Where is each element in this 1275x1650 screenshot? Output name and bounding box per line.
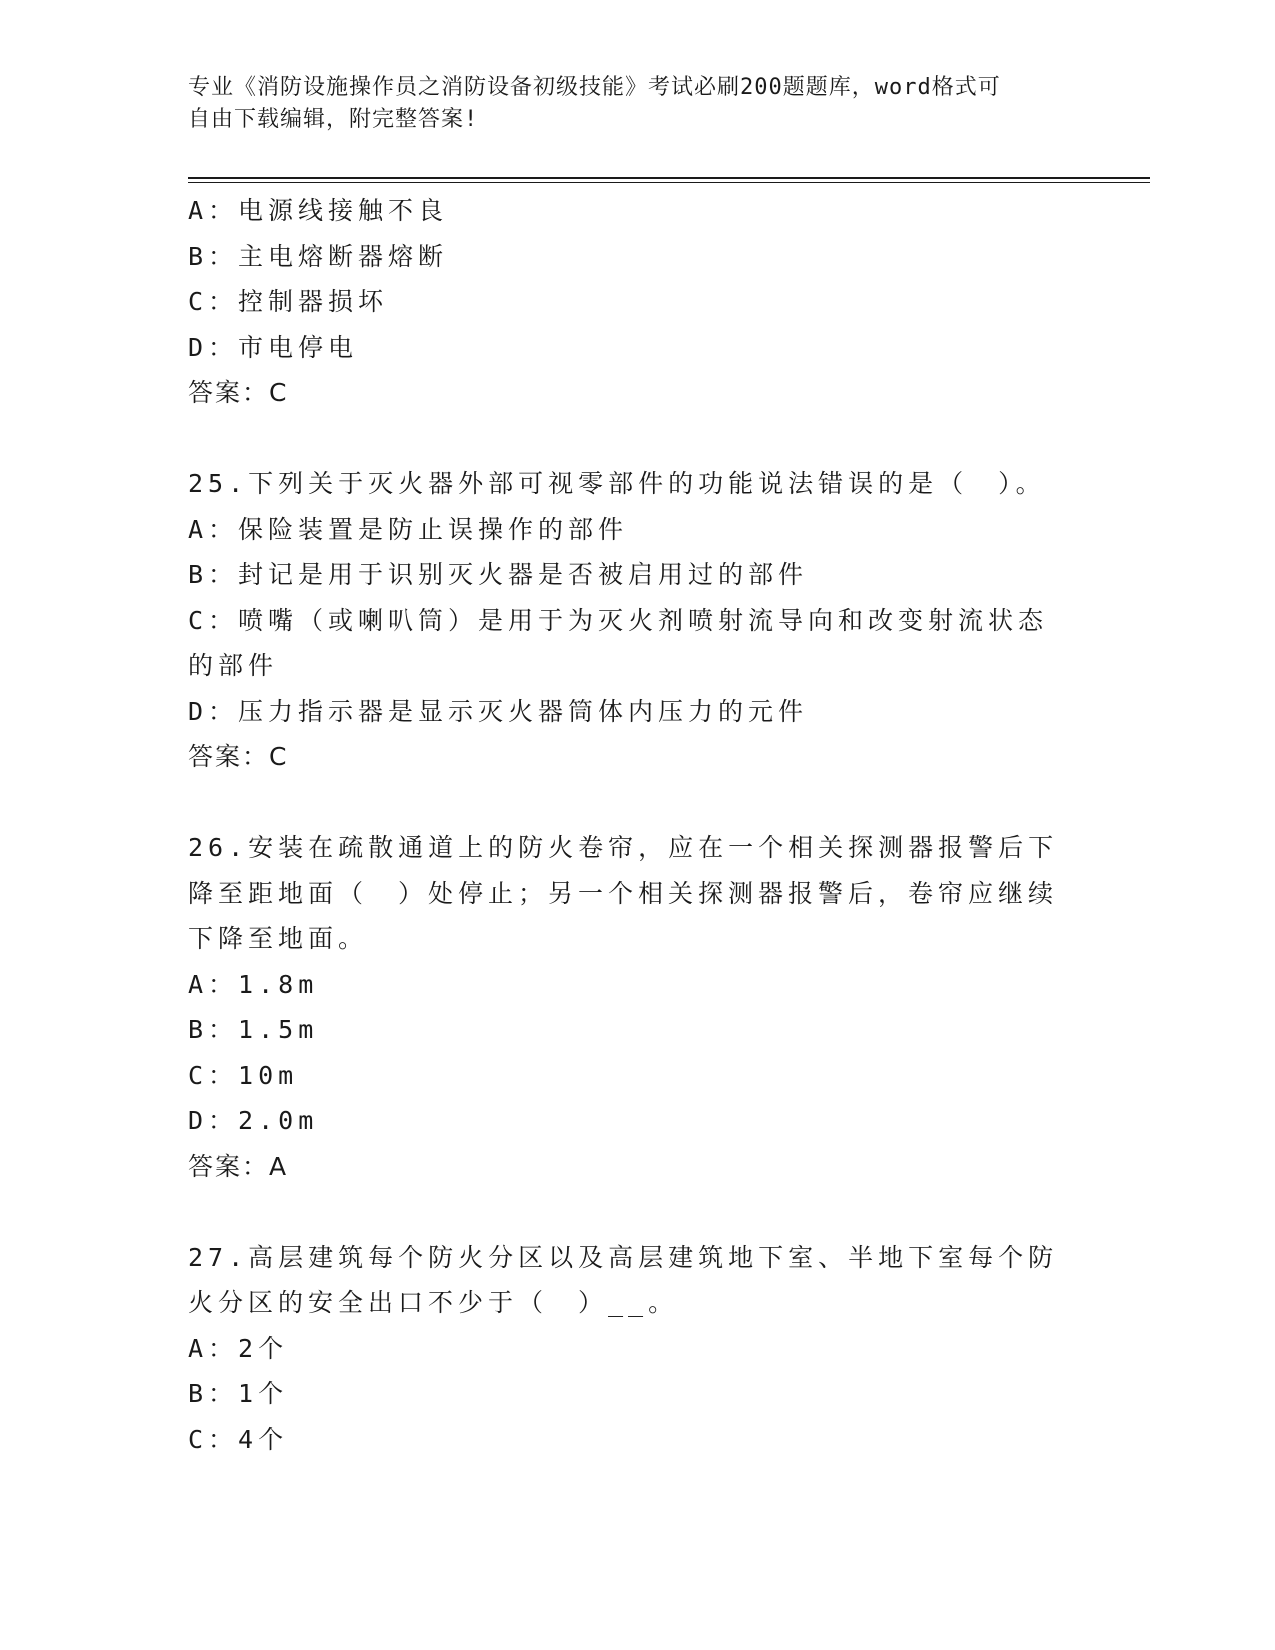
header-line-1: 专业《消防设施操作员之消防设备初级技能》考试必刷200题题库，word格式可: [188, 75, 1001, 100]
option-a: A：保险装置是防止误操作的部件: [188, 514, 629, 544]
option-d: D：市电停电: [188, 332, 359, 362]
option-c: C：10m: [188, 1060, 299, 1090]
question-content: [188, 188, 1068, 1462]
answer-label: 答案：A: [188, 1151, 289, 1181]
option-c: C：喷嘴（或喇叭筒）是用于为灭火剂喷射流导向和改变射流状态的部件: [188, 605, 1049, 680]
question-24-block: [188, 188, 1068, 416]
option-b: B：主电熔断器熔断: [188, 241, 449, 271]
option-a: A：电源线接触不良: [188, 196, 449, 225]
question-stem: 25.下列关于灭火器外部可视零部件的功能说法错误的是（ ）。: [188, 469, 1046, 498]
option-b: B：1个: [188, 1379, 289, 1408]
header-divider-thick: [188, 177, 1150, 179]
question-stem: 26.安装在疏散通道上的防火卷帘，应在一个相关探测器报警后下降至距地面（ ）处停止；另一个相关探测器报警后，卷帘应继续下降至地面。: [188, 833, 1059, 953]
spacer: [188, 416, 1068, 462]
question-stem: 27.高层建筑每个防火分区以及高层建筑地下室、半地下室每个防火分区的安全出口不少于（ ）__。: [188, 1242, 1059, 1317]
answer-label: 答案：C: [188, 378, 289, 407]
header-line-2: 自由下载编辑，附完整答案!: [188, 107, 479, 132]
question-27-block: [188, 1235, 1068, 1463]
spacer: [188, 1189, 1068, 1235]
option-d: D：压力指示器是显示灭火器筒体内压力的元件: [188, 696, 809, 726]
option-c: C：4个: [188, 1424, 289, 1454]
option-a: A：1.8m: [188, 969, 319, 999]
option-c: C：控制器损坏: [188, 287, 389, 316]
option-d: D：2.0m: [188, 1106, 319, 1135]
spacer: [188, 780, 1068, 826]
option-b: B：封记是用于识别灭火器是否被启用过的部件: [188, 560, 809, 589]
option-b: B：1.5m: [188, 1015, 319, 1044]
question-25-block: [188, 461, 1068, 780]
page-header: [188, 72, 1068, 136]
answer-label: 答案：C: [188, 742, 289, 771]
question-26-block: [188, 825, 1068, 1189]
header-divider-thin: [188, 182, 1150, 183]
option-a: A：2个: [188, 1333, 289, 1363]
